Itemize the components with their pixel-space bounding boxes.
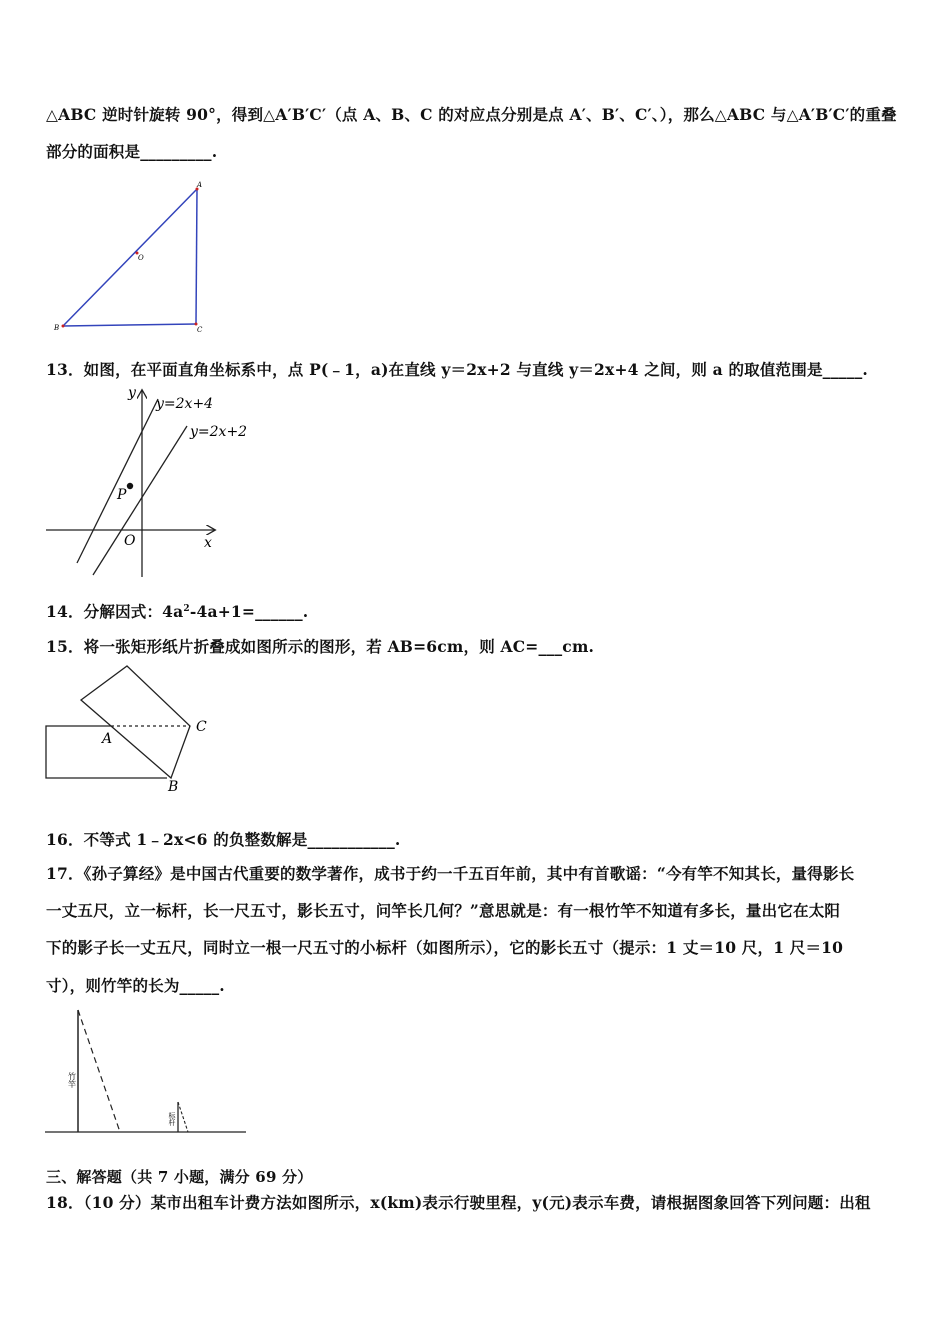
q13-coordinate-figure [44, 383, 254, 583]
q15-folded-paper-figure [44, 662, 224, 798]
pole-label: 竹竿 [67, 1072, 77, 1088]
point-p [127, 483, 133, 489]
q16-text: 16．不等式 1﹣2x<6 的负整数解是___________. [46, 830, 401, 849]
line-y2x4 [77, 399, 158, 563]
stick-shadow-ray [178, 1102, 188, 1132]
stick-label: 标杆 [168, 1112, 176, 1126]
section-3-title: 三、解答题（共 7 小题，满分 69 分） [46, 1168, 313, 1186]
label-b: B [54, 324, 60, 332]
q17-line-2: 一丈五尺，立一标杆，长一尺五寸，影长五寸，问竿长几何？”意思就是：有一根竹竿不知道有多长，量出它在太阳 [46, 901, 841, 920]
q14-text-after: -4a+1=______. [189, 602, 309, 621]
pole-shadow-ray [78, 1010, 120, 1132]
side-bc [63, 324, 196, 326]
q14-superscript: 2 [183, 603, 190, 614]
line-y2x2 [93, 426, 187, 575]
side-ab [63, 189, 197, 326]
label-c: C [196, 719, 207, 735]
q17-line-1: 17．《孙子算经》是中国古代重要的数学著作，成书于约一千五百年前，其中有首歌谣：“今有竿不知其长，量得影长 [46, 864, 855, 883]
q15-text: 15．将一张矩形纸片折叠成如图所示的图形，若 AB=6cm，则 AC=___cm. [46, 637, 595, 656]
point-b [62, 325, 65, 328]
point-p-label: P [117, 487, 127, 503]
q12-triangle-figure [50, 176, 220, 338]
label-a: A [197, 181, 203, 189]
q13-text: 13．如图，在平面直角坐标系中，点 P(﹣1，a)在直线 y＝2x+2 与直线 y＝2x+4 之间，则 a 的取值范围是_____. [46, 360, 868, 379]
side-ac [196, 189, 197, 324]
q14-text [46, 600, 308, 622]
label-b: B [168, 779, 179, 795]
line-y2x4-label: y=2x+4 [156, 396, 214, 412]
folded-part [81, 666, 190, 778]
q17-line-3: 下的影子长一丈五尺，同时立一根一尺五寸的小标杆（如图所示），它的影长五寸（提示：1 丈＝10 尺，1 尺＝10 [46, 938, 844, 957]
label-o: O [138, 254, 144, 262]
q18-text: 18．（10 分）某市出租车计费方法如图所示，x(km)表示行驶里程，y(元)表示车费，请根据图象回答下列问题：出租 [46, 1193, 871, 1212]
q17-line-4: 寸），则竹竿的长为_____. [46, 976, 225, 995]
origin-label: O [124, 533, 136, 549]
label-c: C [197, 326, 203, 334]
y-axis-label: y [128, 385, 136, 401]
line-y2x2-label: y=2x+2 [190, 424, 248, 440]
q17-pole-shadow-figure [44, 1004, 250, 1138]
q12-line-2: 部分的面积是_________. [46, 142, 218, 161]
x-axis-label: x [204, 535, 212, 551]
label-a: A [102, 731, 113, 747]
q14-text-before: 14．分解因式：4a [46, 602, 184, 621]
q12-line-1: △ABC 逆时针旋转 90°，得到△A′B′C′（点 A、B、C 的对应点分别是点 A′、B′、C′、），那么△ABC 与△A′B′C′的重叠 [46, 105, 897, 124]
